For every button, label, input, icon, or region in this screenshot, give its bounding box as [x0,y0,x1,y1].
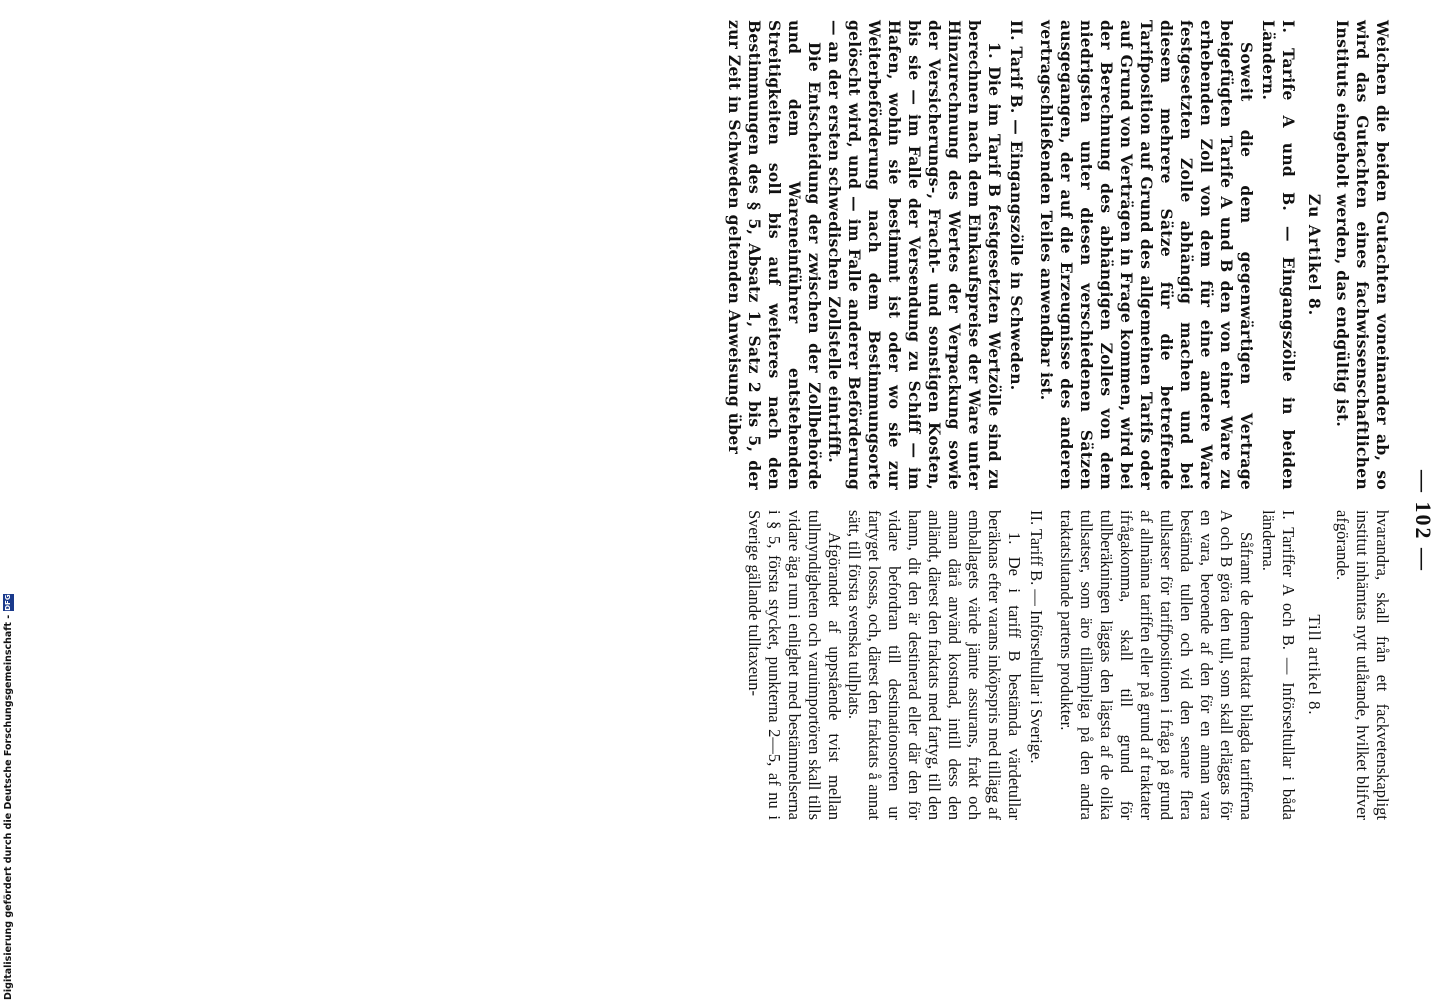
german-section2-p2: Die Entscheidung der zwischen der Zollbehörde und dem Wareneinführer entstehenden Streitigkeiten soll bis auf weiteres nach den Bestimmungen des § 5, Absatz 1, Satz 2 bis 5, der zur Zeit in Schweden geltenden Anweisung über [725,20,824,490]
swedish-section2-p1: 1. De i tariff B bestämda värdetullar beräknas efter varans inköpspris med tillägg af emballagets värde jämte assurans, frakt och annan därå använd kostnad, intill dess den anländt, därest den fraktats med fartyg, till den hamn, dit den är destinerad eller där den för vidare befordran till destinationsorten ur fartyget lossas, och, därest den fraktats å annat sätt, till första svenska tullplats. [845,510,1024,820]
swedish-section2-title: II. Tariff B. — Införseltullar i Sverige. [1027,510,1046,764]
swedish-intro: hvarandra, skall från ett fackvetenskapligt institut inhämtas nytt utlåtande, hvilket blifver afgörande. [1333,510,1392,820]
credit-text: Digitalisierung gefördert durch die Deutsche Forschungsgemeinschaft - [2,614,14,1000]
german-section1-title: I. Tarife A und B. — Eingangszölle in beiden Ländern. [1259,20,1298,490]
swedish-section2-p2: Afgörandet af uppstående tvist mellan tullmyndigheten och varuimportören skall tills vidare äga rum i enlighet med bestämmelserna i § 5, första stycket, punkterna 2—5, af nu i Sverige gällande tulltaxeun- [745,510,844,820]
german-section2-p1: 1. Die im Tarif B festgesetzten Wertzölle sind zu berechnen nach dem Einkaufspreise der Ware unter Hinzurechnung des Wertes der Verpackung sowie der Versicherungs-, Fracht- und sonstigen Kosten, bis sie — im Falle der Versendung zu Schiff — im Hafen, wohin sie bestimmt ist oder wo sie zur Weiterbeförderung nach dem Bestimmungsorte gelöscht wird, und — im Falle anderer Beförderung — an der ersten schwedischen Zollstelle eintrifft. [825,20,1004,490]
german-section1-text: Soweit die dem gegenwärtigen Vertrage beigefügten Tarife A und B den von einer Ware zu erhebenden Zoll von dem für eine andere Ware festgesetzten Zolle abhängig machen und bei diesem mehrere Sätze für die betreffende Tarifposition auf Grund des allgemeinen Tarifs oder auf Grund von Verträgen in Frage kommen, wird bei der Berechnung des abhängigen Zolles von dem niedrigsten unter diesen verschiedenen Sätzen ausgegangen, der auf die Erzeugnisse des anderen vertragschließenden Teiles anwendbar ist. [1037,20,1256,490]
german-intro: Weichen die beiden Gutachten voneinander ab, so wird das Gutachten eines fachwissenschaftlichen Instituts eingeholt werden, das endgültig ist. [1333,20,1392,490]
page-number: — 102 — [1411,470,1436,572]
german-column [724,20,1392,490]
swedish-column [744,510,1392,820]
document-page [160,0,1436,1000]
german-section2-title: II. Tarif B. — Eingangszölle in Schweden. [1007,20,1026,391]
dfg-logo: DFG [3,594,12,611]
swedish-article-heading: Till artikel 8. [1305,614,1324,716]
german-article-heading: Zu Artikel 8. [1305,193,1324,317]
digitization-credit [0,594,16,1000]
swedish-section1-title: I. Tariffer A och B. — Införseltullar i båda länderna. [1259,510,1298,820]
swedish-section1-text: Såframt de denna traktat bilagda tarifferna A och B göra den tull, som skall erläggas för en vara, beroende af den för en annan vara bestämda tullen och vid den senare flera tullsatser för tariffpositionen i fråga på grund af allmänna tariffen eller på grund af traktater ifrågakomma, skall till grund för tullberäkningen läggas den lägsta af de olika tullsatser, som äro tillämpliga på den andra traktatslutande partens produkter. [1057,510,1256,820]
